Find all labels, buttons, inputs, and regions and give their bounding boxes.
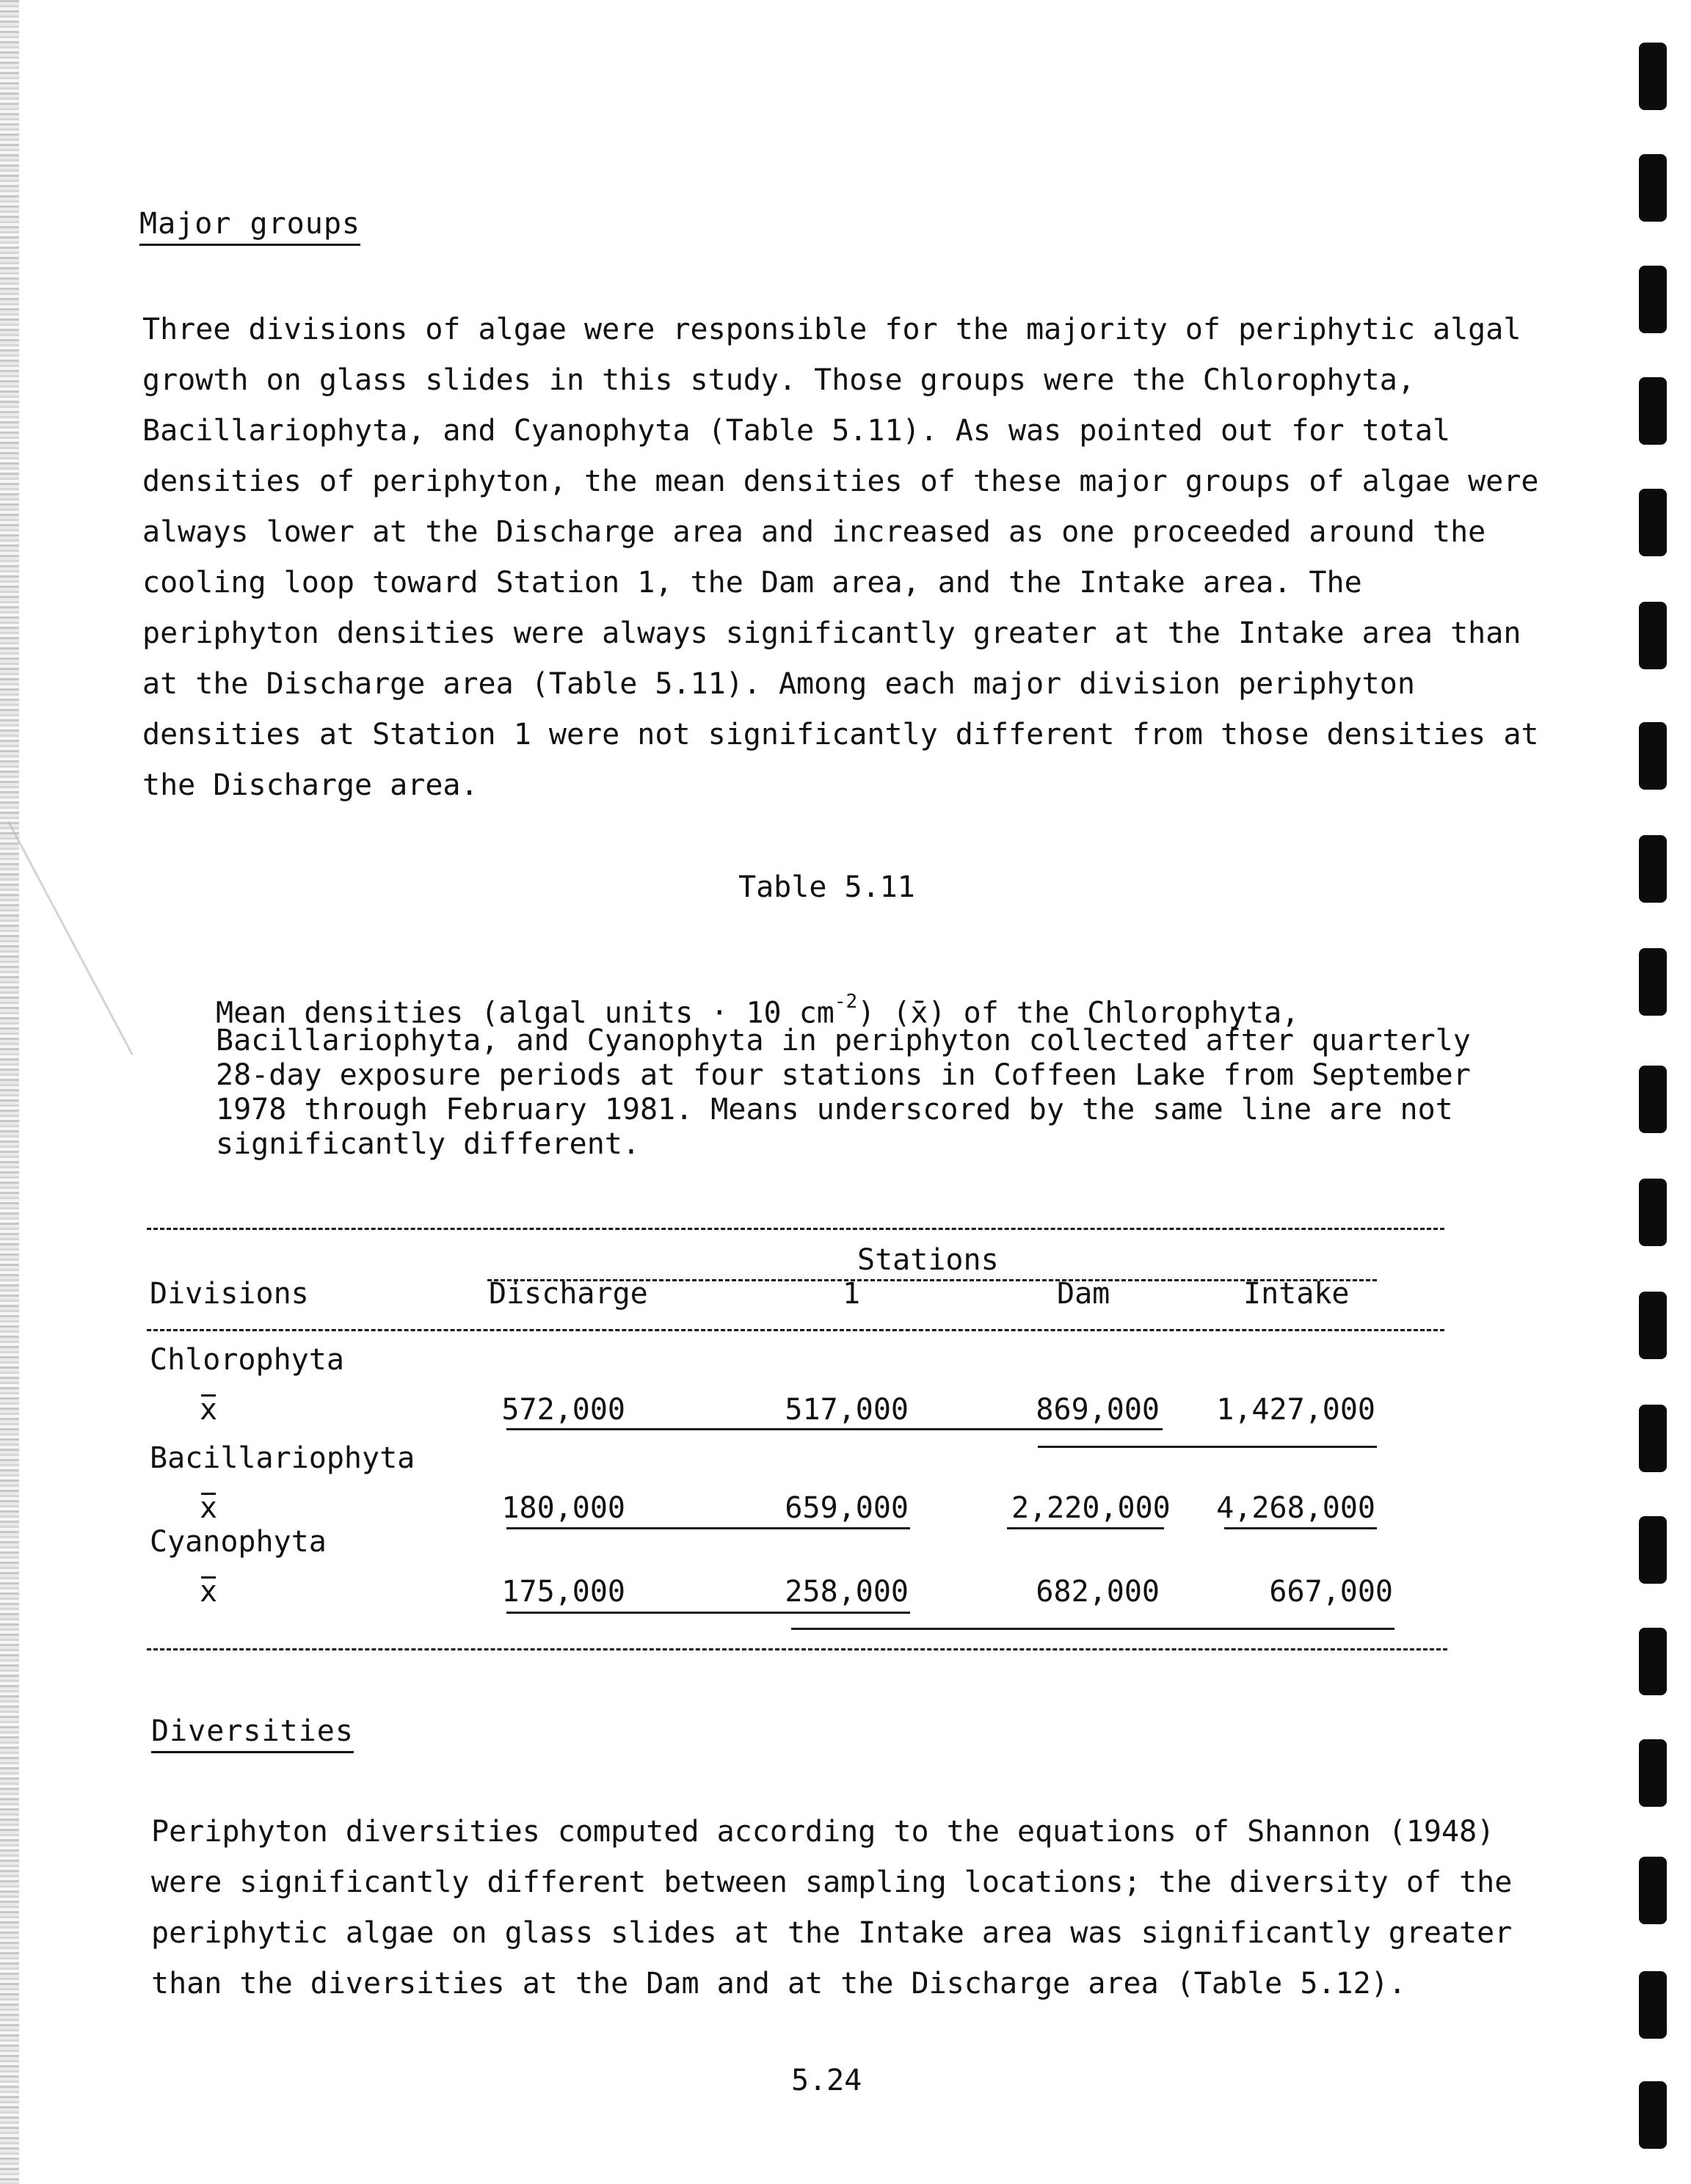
mean-symbol: x <box>200 1491 218 1525</box>
column-header-intake: Intake <box>1243 1277 1350 1311</box>
margin-punch-mark <box>1639 1292 1667 1359</box>
paragraph-line: always lower at the Discharge area and increased as one proceeded around the <box>142 515 1486 549</box>
scan-edge-noise <box>0 0 19 2184</box>
paragraph-line: Periphyton diversities computed according to the equations of Shannon (1948) <box>151 1815 1495 1849</box>
value-cyanophyta-station-1: 258,000 <box>785 1575 909 1609</box>
value-cyanophyta-intake: 667,000 <box>1269 1575 1393 1609</box>
divisions-column-header: Divisions <box>150 1277 309 1311</box>
value-bacillariophyta-intake: 4,268,000 <box>1216 1491 1375 1525</box>
value-cyanophyta-dam: 682,000 <box>1036 1575 1160 1609</box>
table-top-rule <box>147 1228 1444 1230</box>
caption-line: significantly different. <box>216 1127 640 1161</box>
paragraph-line: densities at Station 1 were not significantly different from those densities at <box>142 718 1539 751</box>
margin-punch-mark <box>1639 602 1667 669</box>
significance-underscore <box>506 1527 910 1529</box>
mean-symbol: x <box>200 1393 218 1427</box>
margin-punch-mark <box>1639 1857 1667 1924</box>
division-label-bacillariophyta: Bacillariophyta <box>150 1441 415 1475</box>
margin-punch-mark <box>1639 489 1667 556</box>
diversities-heading: Diversities <box>151 1714 354 1748</box>
paragraph-line: the Discharge area. <box>142 768 479 802</box>
margin-punch-mark <box>1639 1405 1667 1472</box>
table-title: Table 5.11 <box>738 870 915 904</box>
major-groups-paragraph <box>142 305 1538 811</box>
value-chlorophyta-station-1: 517,000 <box>785 1393 909 1427</box>
caption-superscript: -2 <box>834 991 858 1013</box>
diversities-paragraph <box>151 1807 1512 2009</box>
significance-underscore <box>1038 1446 1377 1448</box>
column-header-dam: Dam <box>1057 1277 1110 1311</box>
caption-line: 28-day exposure periods at four stations in Coffeen Lake from September <box>216 1058 1471 1092</box>
margin-punch-mark <box>1639 1066 1667 1133</box>
page-number: 5.24 <box>791 2064 862 2097</box>
value-bacillariophyta-dam: 2,220,000 <box>1011 1491 1171 1525</box>
paragraph-line: at the Discharge area (Table 5.11). Among each major division periphyton <box>142 667 1415 701</box>
caption-text: Mean densities (algal units · 10 cm <box>216 996 834 1030</box>
major-groups-heading: Major groups <box>139 207 360 241</box>
division-label-cyanophyta: Cyanophyta <box>150 1525 327 1559</box>
mean-symbol: x <box>200 1575 218 1609</box>
column-header-discharge: Discharge <box>489 1277 648 1311</box>
paragraph-line: Three divisions of algae were responsible for the majority of periphytic algal <box>142 313 1521 346</box>
division-label-chlorophyta: Chlorophyta <box>150 1343 344 1377</box>
margin-punch-mark <box>1639 43 1667 110</box>
paragraph-line: periphytic algae on glass slides at the Intake area was significantly greater <box>151 1916 1513 1950</box>
margin-punch-mark <box>1639 266 1667 333</box>
significance-underscore <box>791 1628 1394 1630</box>
paragraph-line: cooling loop toward Station 1, the Dam area, and the Intake area. The <box>142 566 1362 600</box>
table-header-rule <box>147 1329 1444 1331</box>
caption-text: ) (x̄) of the Chlorophyta, <box>857 996 1300 1030</box>
value-bacillariophyta-station-1: 659,000 <box>785 1491 909 1525</box>
caption-line: 1978 through February 1981. Means underscored by the same line are not <box>216 1093 1453 1126</box>
value-chlorophyta-intake: 1,427,000 <box>1216 1393 1375 1427</box>
scan-artifact-line <box>7 821 134 1055</box>
margin-punch-mark <box>1639 377 1667 445</box>
paragraph-line: Bacillariophyta, and Cyanophyta (Table 5.11). As was pointed out for total <box>142 414 1451 448</box>
column-header-station-1: 1 <box>843 1277 861 1311</box>
table-bottom-rule <box>147 1648 1447 1650</box>
value-bacillariophyta-discharge: 180,000 <box>501 1491 625 1525</box>
margin-punch-mark <box>1639 1516 1667 1584</box>
paragraph-line: periphyton densities were always significantly greater at the Intake area than <box>142 616 1521 650</box>
margin-punch-mark <box>1639 1179 1667 1246</box>
margin-punch-mark <box>1639 1739 1667 1807</box>
paragraph-line: densities of periphyton, the mean densities of these major groups of algae were <box>142 465 1539 498</box>
table-caption <box>216 989 1471 1162</box>
paragraph-line: were significantly different between sampling locations; the diversity of the <box>151 1866 1513 1899</box>
significance-underscore <box>506 1612 910 1614</box>
margin-punch-mark <box>1639 722 1667 790</box>
margin-punch-mark <box>1639 1628 1667 1695</box>
paragraph-line: than the diversities at the Dam and at the Discharge area (Table 5.12). <box>151 1967 1406 2001</box>
caption-line <box>216 989 1471 1030</box>
margin-punch-mark <box>1639 948 1667 1016</box>
stations-spanner-label: Stations <box>857 1243 999 1277</box>
margin-punch-mark <box>1639 154 1667 222</box>
margin-punch-mark <box>1639 1971 1667 2039</box>
caption-line: Bacillariophyta, and Cyanophyta in periphyton collected after quarterly <box>216 1024 1471 1058</box>
significance-underscore <box>506 1428 1163 1430</box>
margin-punch-mark <box>1639 2081 1667 2149</box>
value-cyanophyta-discharge: 175,000 <box>501 1575 625 1609</box>
significance-underscore <box>1224 1527 1377 1529</box>
value-chlorophyta-dam: 869,000 <box>1036 1393 1160 1427</box>
value-chlorophyta-discharge: 572,000 <box>501 1393 625 1427</box>
significance-underscore <box>1007 1527 1164 1529</box>
margin-punch-mark <box>1639 835 1667 903</box>
paragraph-line: growth on glass slides in this study. Those groups were the Chlorophyta, <box>142 363 1415 397</box>
